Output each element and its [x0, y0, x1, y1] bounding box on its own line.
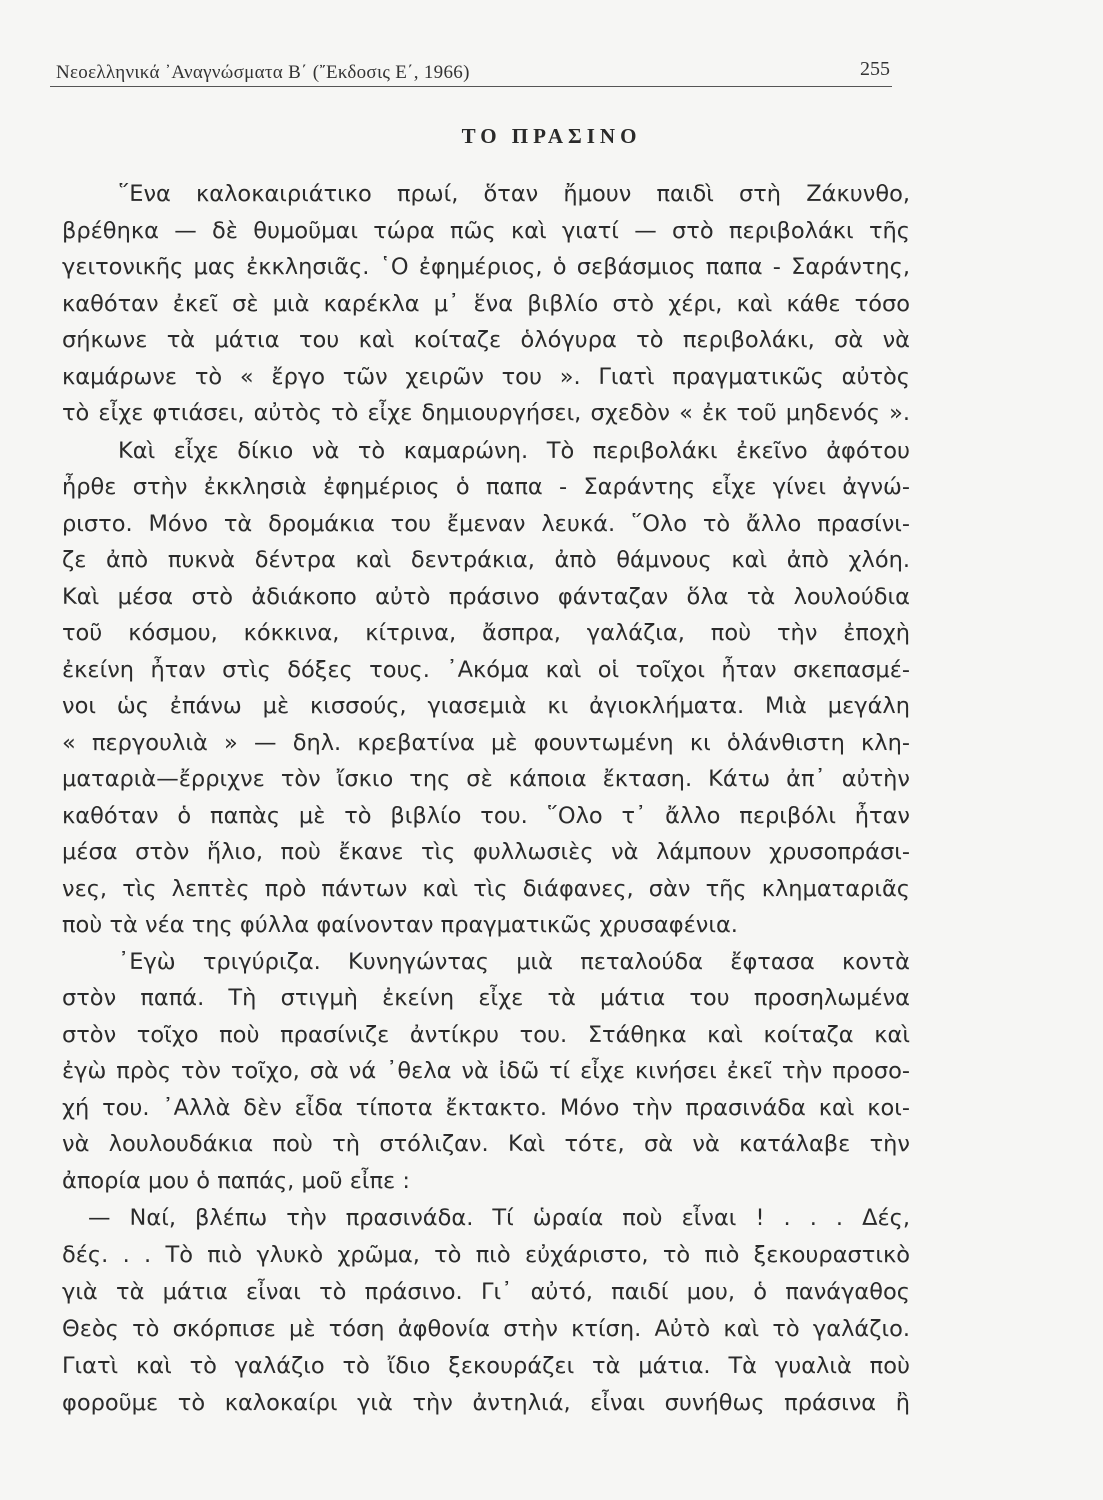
text-line: Γιατὶ καὶ τὸ γαλάζιο τὸ ἴδιο ξεκουράζει τὰ μάτια. Τὰ γυαλιὰ ποὺ	[62, 1353, 910, 1379]
text-line: στὸν τοῖχο ποὺ πρασίνιζε ἀντίκρυ του. Στάθηκα καὶ κοίταζα καὶ	[62, 1022, 910, 1048]
text-line: ῞Ενα καλοκαιριάτικο πρωί, ὅταν ἤμουν παιδὶ στὴ Ζάκυνθο,	[118, 181, 910, 207]
text-line: καθόταν ἐκεῖ σὲ μιὰ καρέκλα μ᾿ ἕνα βιβλίο στὸ χέρι, καὶ κάθε τόσο	[62, 291, 910, 317]
text-line: ἐγὼ πρὸς τὸν τοῖχο, σὰ νά ᾿θελα νὰ ἰδῶ τί εἶχε κινήσει ἐκεῖ τὴν προσο-	[62, 1058, 910, 1084]
text-line: φοροῦμε τὸ καλοκαίρι γιὰ τὴν ἀντηλιά, εἶναι συνήθως πράσινα ἢ	[62, 1390, 910, 1416]
text-line: δές. . . Τὸ πιὸ γλυκὸ χρῶμα, τὸ πιὸ εὐχάριστο, τὸ πιὸ ξεκουραστικὸ	[62, 1242, 910, 1268]
text-line: χή του. ᾿Αλλὰ δὲν εἶδα τίποτα ἔκτακτο. Μόνο τὴν πρασινάδα καὶ κοι-	[62, 1095, 910, 1121]
text-line: γιὰ τὰ μάτια εἶναι τὸ πράσινο. Γι᾿ αὐτό, παιδί μου, ὁ πανάγαθος	[62, 1279, 910, 1305]
text-line: στὸν παπά. Τὴ στιγμὴ ἐκείνη εἶχε τὰ μάτια του προσηλωμένα	[62, 985, 910, 1011]
text-line: ἐκείνη ἦταν στὶς δόξες τους. ᾿Ακόμα καὶ οἱ τοῖχοι ἦταν σκεπασμέ-	[62, 657, 910, 683]
text-line: — Ναί, βλέπω τὴν πρασινάδα. Τί ὡραία ποὺ εἶναι ! . . . Δές,	[88, 1205, 910, 1231]
text-line: σήκωνε τὰ μάτια του καὶ κοίταζε ὁλόγυρα τὸ περιβολάκι, σὰ νὰ	[62, 327, 910, 353]
text-line: ματαριὰ—ἔρριχνε τὸν ἴσκιο της σὲ κάποια ἔκταση. Κάτω ἀπ᾿ αὐτὴν	[62, 766, 910, 792]
text-line: ᾿Εγὼ τριγύριζα. Κυνηγώντας μιὰ πεταλούδα ἔφτασα κοντὰ	[118, 949, 910, 975]
text-line: βρέθηκα — δὲ θυμοῦμαι τώρα πῶς καὶ γιατί — στὸ περιβολάκι τῆς	[62, 218, 910, 244]
running-title: Νεοελληνικά ᾿Αναγνώσματα Β΄ (῎Εκδοσις Ε΄, 1966)	[56, 62, 470, 83]
page-number: 255	[860, 58, 890, 80]
running-header	[50, 54, 892, 87]
text-line: ἦρθε στὴν ἐκκλησιὰ ἐφημέριος ὁ παπα - Σαράντης εἶχε γίνει ἀγνώ-	[62, 474, 910, 500]
text-line: « περγουλιὰ » — δηλ. κρεβατίνα μὲ φουντωμένη κι ὁλάνθιστη κλη-	[62, 730, 910, 756]
text-line: Καὶ εἶχε δίκιο νὰ τὸ καμαρώνη. Τὸ περιβολάκι ἐκεῖνο ἀφότου	[118, 438, 910, 464]
text-line: καθόταν ὁ παπὰς μὲ τὸ βιβλίο του. ῞Ολο τ᾿ ἄλλο περιβόλι ἦταν	[62, 803, 910, 829]
text-line: νοι ὡς ἐπάνω μὲ κισσούς, γιασεμιὰ κι ἀγιοκλήματα. Μιὰ μεγάλη	[62, 693, 910, 719]
text-line: ποὺ τὰ νέα της φύλλα φαίνονταν πραγματικῶς χρυσαφένια.	[62, 912, 738, 938]
text-line: τὸ εἶχε φτιάσει, αὐτὸς τὸ εἶχε δημιουργήσει, σχεδὸν « ἐκ τοῦ μηδενός ».	[62, 400, 910, 426]
chapter-title: ΤΟ ΠΡΑΣΙΝΟ	[461, 124, 642, 148]
text-line: τοῦ κόσμου, κόκκινα, κίτρινα, ἄσπρα, γαλάζια, ποὺ τὴν ἐποχὴ	[62, 620, 910, 646]
text-line: καμάρωνε τὸ « ἔργο τῶν χειρῶν του ». Γιατὶ πραγματικῶς αὐτὸς	[62, 364, 910, 390]
text-line: ριστο. Μόνο τὰ δρομάκια του ἔμεναν λευκά. ῞Ολο τὸ ἄλλο πρασίνι-	[62, 511, 910, 537]
text-line: Καὶ μέσα στὸ ἀδιάκοπο αὐτὸ πράσινο φάνταζαν ὅλα τὰ λουλούδια	[62, 584, 910, 610]
text-line: ζε ἀπὸ πυκνὰ δέντρα καὶ δεντράκια, ἀπὸ θάμνους καὶ ἀπὸ χλόη.	[62, 547, 910, 573]
text-line: μέσα στὸν ἥλιο, ποὺ ἔκανε τὶς φυλλωσιὲς νὰ λάμπουν χρυσοπράσι-	[62, 839, 910, 865]
text-line: γειτονικῆς μας ἐκκλησιᾶς. ῾Ο ἐφημέριος, ὁ σεβάσμιος παπα - Σαράντης,	[62, 254, 910, 280]
text-line: νες, τὶς λεπτὲς πρὸ πάντων καὶ τὶς διάφανες, σὰν τῆς κληματαριᾶς	[62, 876, 910, 902]
text-line: Θεὸς τὸ σκόρπισε μὲ τόση ἀφθονία στὴν κτίση. Αὐτὸ καὶ τὸ γαλάζιο.	[62, 1316, 910, 1342]
text-line: νὰ λουλουδάκια ποὺ τὴ στόλιζαν. Καὶ τότε, σὰ νὰ κατάλαβε τὴν	[62, 1131, 910, 1157]
text-line: ἀπορία μου ὁ παπάς, μοῦ εἶπε :	[62, 1168, 410, 1194]
